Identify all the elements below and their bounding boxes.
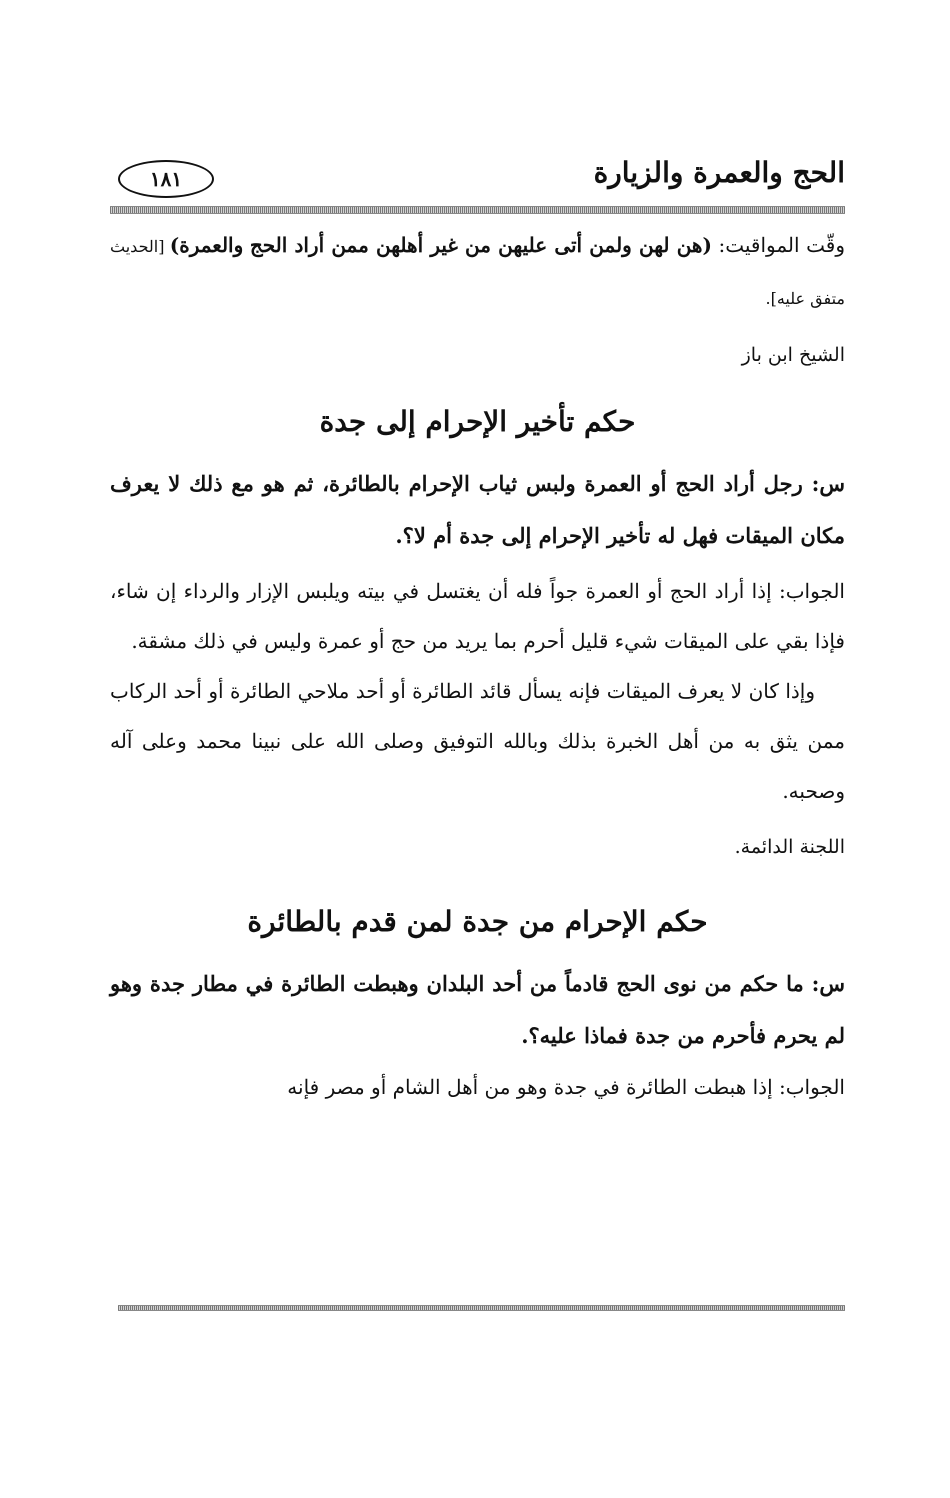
page-number: [118, 160, 214, 198]
section1-heading: حكم تأخير الإحرام إلى جدة: [319, 405, 636, 438]
hadith-quote: (هن لهن ولمن أتى عليهن من غير أهلهن ممن أراد الحج: [249, 233, 712, 257]
page-body: [110, 150, 845, 1112]
section2-answer-start: الجواب: إذا هبطت الطائرة في جدة وهو من أهل الشام أو مصر فإنه: [287, 1075, 845, 1099]
page-number-text: ١٨١: [149, 167, 183, 191]
section2-heading: حكم الإحرام من جدة لمن قدم بالطائرة: [247, 905, 708, 938]
hadith-paragraph: [110, 220, 845, 324]
section1-answer-p1: الجواب: إذا أراد الحج أو العمرة جواً فله أن يغتسل في بيته ويلبس الإزار والرداء إن شاء، فإذا بقي على الميقات شيء قليل أحرم بما يريد من حج أو عمرة وليس في ذلك مشقة.: [110, 579, 845, 653]
section2-question: س: ما حكم من نوى الحج قادماً من أحد البلدان وهبطت الطائرة في مطار جدة وهو لم يحرم فأحرم من جدة فماذا عليه؟.: [110, 971, 845, 1048]
running-title: الحج والعمرة والزيارة: [593, 156, 845, 189]
section1-answer-p2: وإذا كان لا يعرف الميقات فإنه يسأل قائد الطائرة أو أحد ملاحي الطائرة أو أحد الركاب ممن يثق به من أهل الخبرة بذلك وبالله التوفيق وصلى الله على نبينا محمد وعلى آله وصحبه.: [110, 679, 845, 803]
hadith-prefix: وقّت المواقيت:: [711, 233, 845, 257]
author-standing-committee: اللجنة الدائمة.: [734, 836, 845, 858]
footer-rule: [118, 1305, 845, 1311]
page-header: [110, 150, 845, 206]
author-ibn-baz: الشيخ ابن باز: [741, 344, 845, 366]
section1-question: س: رجل أراد الحج أو العمرة ولبس ثياب الإحرام بالطائرة، ثم هو مع ذلك لا يعرف مكان الميقات فهل له تأخير الإحرام إلى جدة أم لا؟.: [110, 471, 845, 548]
hadith-quote-end: والعمرة): [169, 233, 244, 257]
header-rule: [110, 206, 845, 214]
hadith-citation: [الحديث متفق عليه].: [110, 237, 845, 308]
